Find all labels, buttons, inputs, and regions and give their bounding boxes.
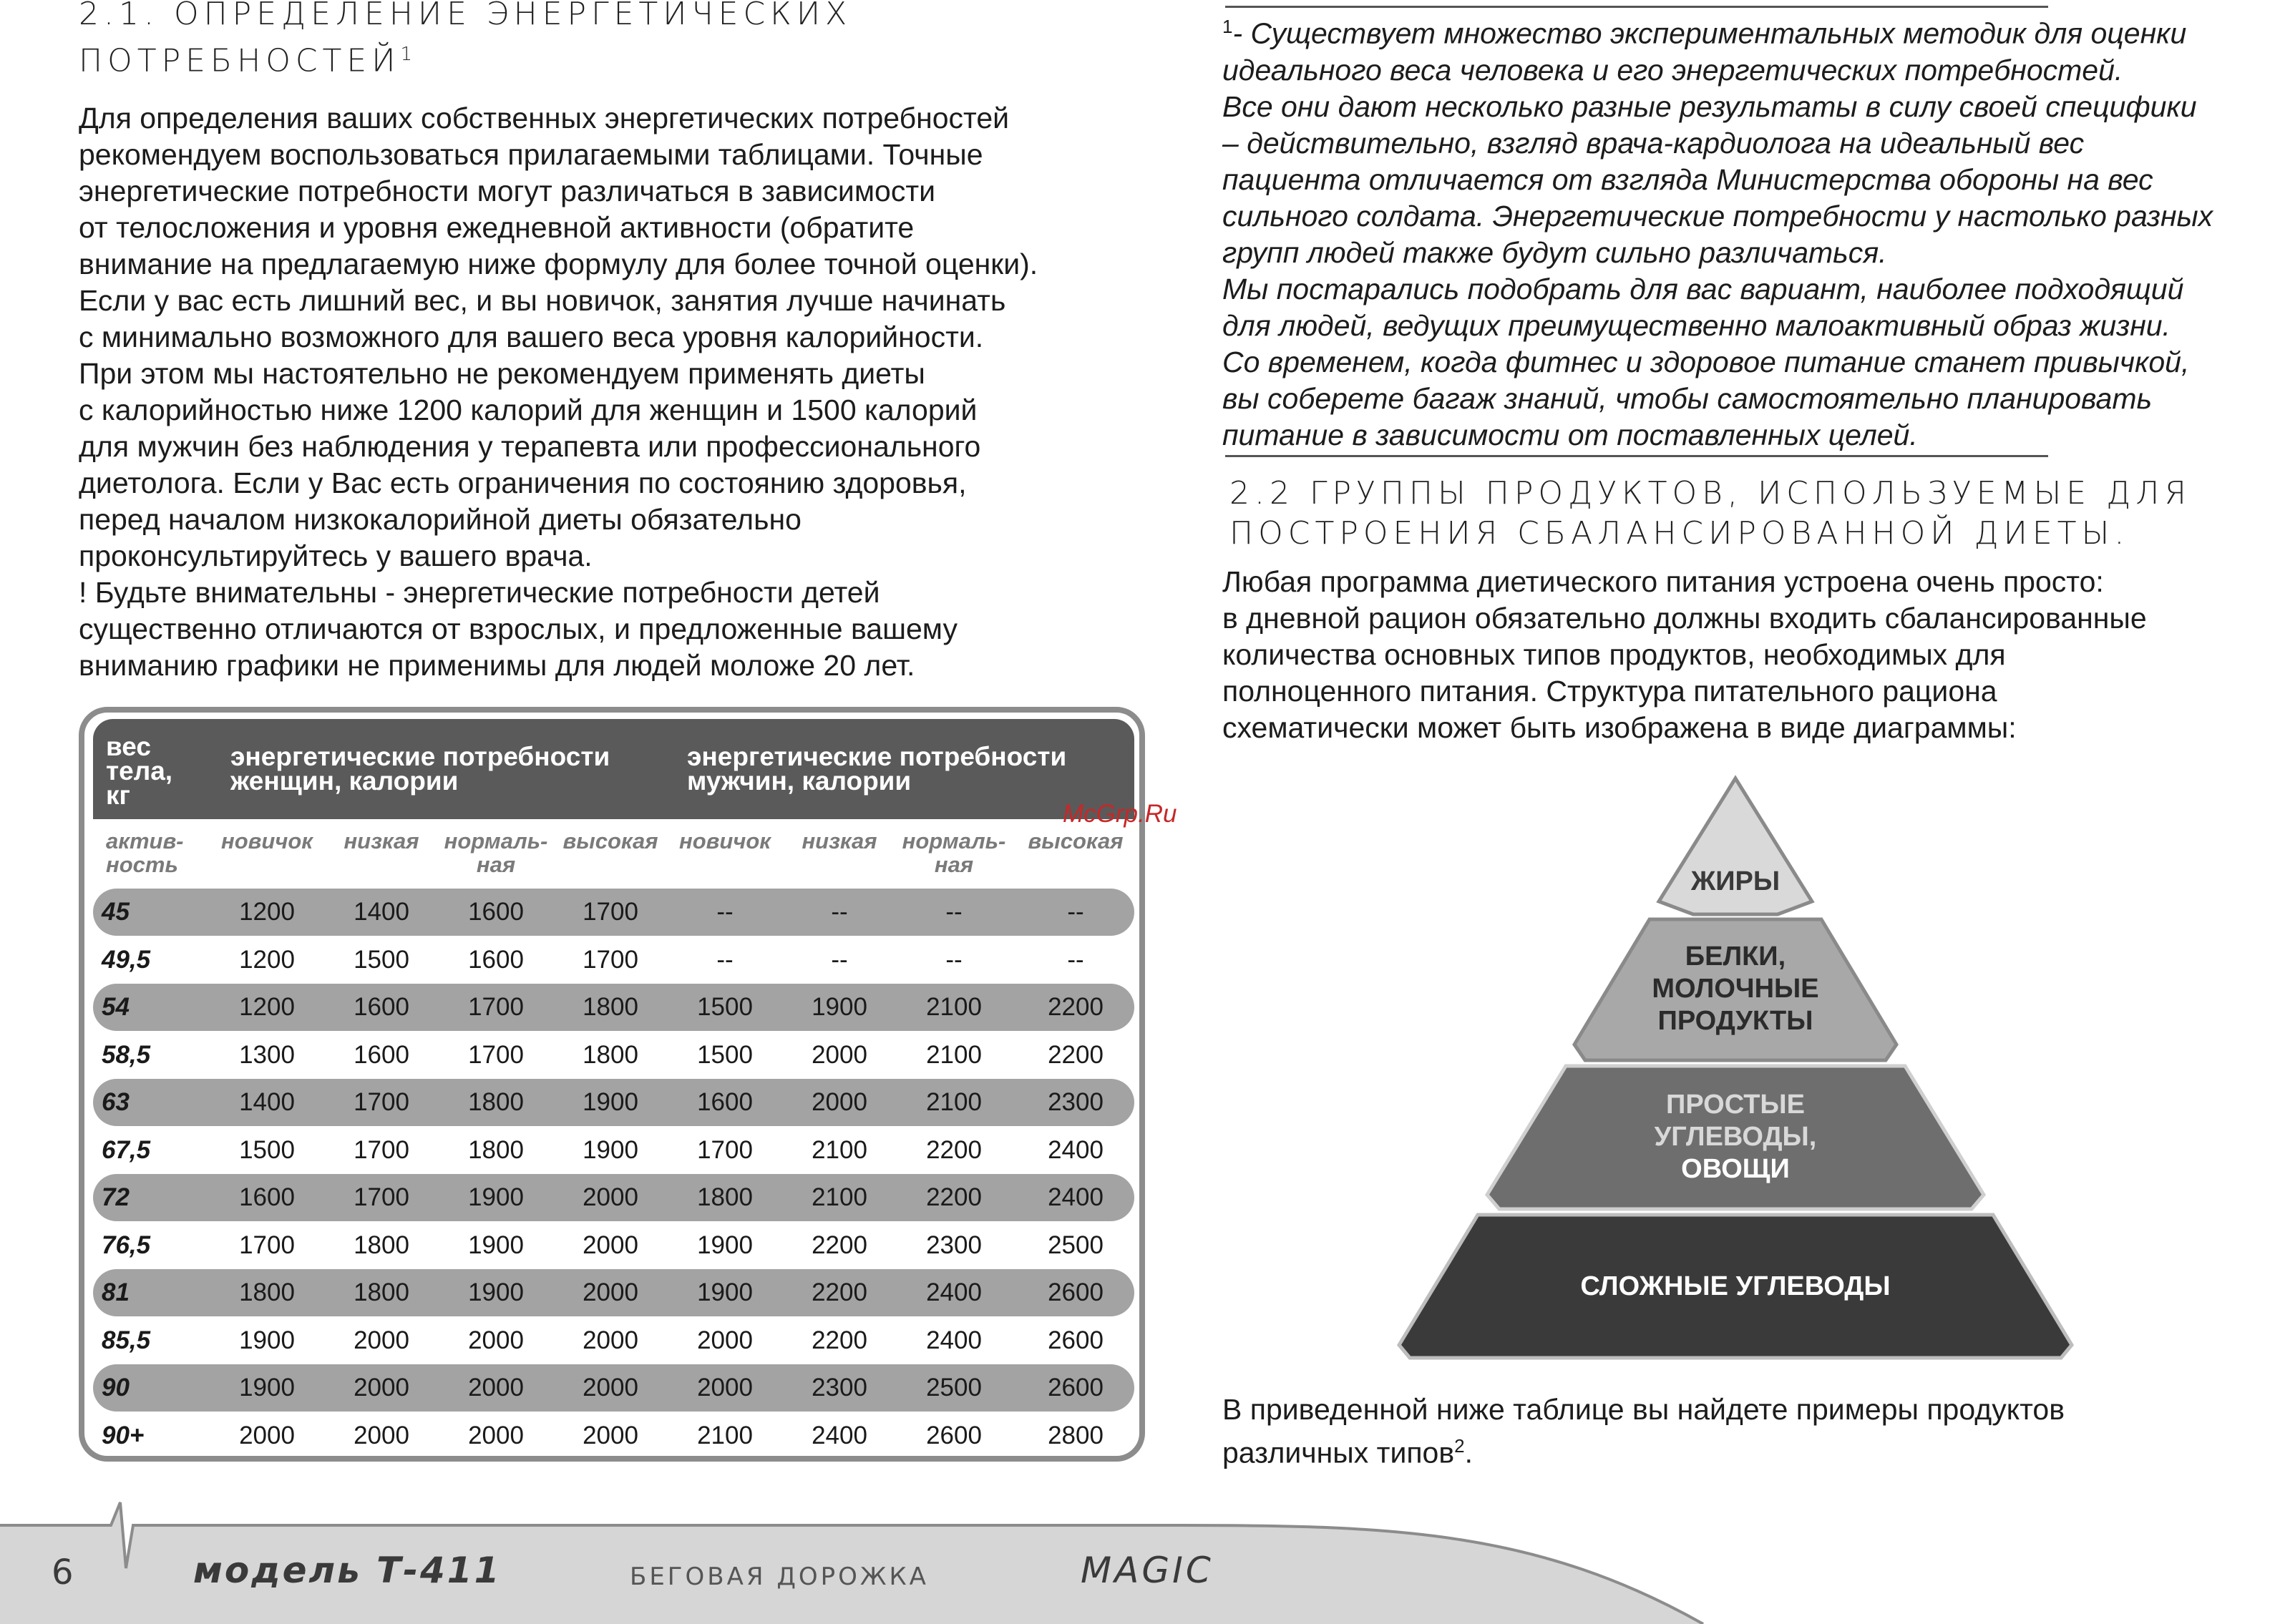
line: БЕЛКИ, [1685, 941, 1786, 972]
footnote-lines [1222, 52, 2267, 454]
table-row [93, 889, 1134, 936]
table-header [93, 719, 1134, 819]
calorie-cell: 1900 [468, 1231, 524, 1259]
calorie-cell: 2000 [583, 1326, 638, 1354]
calorie-cell: 2100 [697, 1421, 753, 1449]
text-line: схематически может быть изображена в виде диаграммы: [1222, 711, 2017, 744]
text-line: полноценного питания. Структура питательного рациона [1222, 675, 1997, 708]
calorie-cell: 1700 [697, 1135, 753, 1164]
calorie-cell: 1400 [354, 898, 409, 926]
line: вес [106, 732, 151, 761]
calorie-cell: 2200 [812, 1231, 867, 1259]
calorie-cell: -- [831, 898, 848, 926]
calorie-cell: 2400 [812, 1421, 867, 1449]
calorie-cell: 2000 [583, 1278, 638, 1306]
activity-level-header [439, 829, 553, 876]
calorie-cell: 2200 [812, 1326, 867, 1354]
page-number: 6 [52, 1552, 74, 1593]
text-line: от телосложения и уровня ежедневной активности (обратите [79, 211, 915, 244]
calorie-cell: 2300 [926, 1231, 982, 1259]
footnote [1222, 9, 2267, 454]
calorie-cell: 1900 [697, 1231, 753, 1259]
weight-header [106, 732, 173, 810]
calorie-cell: 2400 [1048, 1135, 1104, 1164]
line: нормаль- [444, 828, 548, 853]
weight-cell: 67,5 [102, 1135, 151, 1164]
weight-cell: 58,5 [102, 1040, 151, 1069]
section-22-paragraph [1222, 564, 2267, 746]
table-row [93, 1317, 1134, 1364]
section-21-title [79, 0, 852, 82]
calorie-cell: 1700 [354, 1088, 409, 1116]
calorie-cell: 2600 [1048, 1278, 1104, 1306]
activity-level-header [210, 829, 324, 853]
calorie-cell: 2600 [1048, 1326, 1104, 1354]
calorie-cell: 1700 [239, 1231, 295, 1259]
line: СЛОЖНЫЕ УГЛЕВОДЫ [1580, 1271, 1891, 1301]
calorie-cell: 1700 [354, 1183, 409, 1211]
footnote-ref-1: 1 [400, 44, 412, 65]
calorie-cell: 2200 [1048, 1040, 1104, 1069]
line: ная [934, 852, 974, 877]
footer-product: БЕГОВАЯ ДОРОЖКА [630, 1562, 929, 1591]
text-line: Со временем, когда фитнес и здоровое питание станет привычкой, [1222, 345, 2190, 378]
calorie-cell: 2000 [354, 1374, 409, 1402]
calorie-cell: 2400 [926, 1326, 982, 1354]
calorie-cell: 1800 [239, 1278, 295, 1306]
calorie-cell: 1800 [468, 1088, 524, 1116]
calorie-cell: 1600 [354, 993, 409, 1021]
text-line: ! Будьте внимательны - энергетические потребности детей [79, 576, 880, 609]
calorie-cell: 1300 [239, 1040, 295, 1069]
weight-cell: 72 [102, 1183, 130, 1211]
text-line: – действительно, взгляд врача-кардиолога на идеальный вес [1222, 126, 2085, 160]
weight-cell: 49,5 [102, 945, 151, 974]
calorie-cell: 1600 [239, 1183, 295, 1211]
closing-period: . [1464, 1436, 1473, 1469]
table-row [93, 1174, 1134, 1221]
activity-level-header [668, 829, 782, 853]
calorie-cell: 2200 [812, 1278, 867, 1306]
calorie-cell: 2600 [926, 1421, 982, 1449]
table-row [93, 936, 1134, 984]
calorie-cell: 2400 [926, 1278, 982, 1306]
calorie-cell: 2100 [926, 1040, 982, 1069]
text-line: внимание на предлагаемую ниже формулу для более точной оценки). [79, 248, 1038, 280]
pyramid-label-complex-carbs [1485, 1271, 1986, 1303]
text-line: пациента отличается от взгляда Министерства обороны на вес [1222, 162, 2153, 196]
section-21-paragraph [79, 100, 1166, 684]
text-line: рекомендуем воспользоваться прилагаемыми таблицами. Точные [79, 138, 983, 171]
line: ПРОДУКТЫ [1657, 1006, 1813, 1036]
text-line: Если у вас есть лишний вес, и вы новичок, занятия лучше начинать [79, 284, 1006, 317]
line: новичок [220, 828, 313, 853]
line: высокая [1028, 828, 1124, 853]
table-row [93, 1032, 1134, 1079]
calorie-cell: 1700 [468, 993, 524, 1021]
calorie-cell: 2200 [926, 1135, 982, 1164]
calorie-cell: 1500 [697, 1040, 753, 1069]
calorie-cell: 2000 [239, 1421, 295, 1449]
calorie-cell: 1900 [239, 1326, 295, 1354]
section-21-title-line1: 2.1. ОПРЕДЕЛЕНИЕ ЭНЕРГЕТИЧЕСКИХ [79, 0, 852, 32]
footnote-top-rule [1225, 6, 2048, 8]
calorie-cell: 2100 [926, 993, 982, 1021]
activity-level-header [553, 829, 668, 853]
line: УГЛЕВОДЫ, [1654, 1122, 1817, 1152]
weight-cell: 54 [102, 993, 130, 1021]
calorie-cell: -- [945, 898, 963, 926]
table-row [93, 1269, 1134, 1316]
calorie-cell: 2000 [468, 1326, 524, 1354]
calorie-cell: 1900 [468, 1183, 524, 1211]
text-line: вы соберете багаж знаний, чтобы самостоятельно планировать [1222, 381, 2153, 415]
calorie-cell: 2100 [812, 1183, 867, 1211]
calorie-cell: 1800 [354, 1278, 409, 1306]
footnote-line-first: - Существует множество экспериментальных методик для оценки [1232, 16, 2187, 50]
text-line: для мужчин без наблюдения у терапевта или профессионального [79, 430, 981, 463]
calorie-cell: 1600 [354, 1040, 409, 1069]
line: новичок [678, 828, 771, 853]
calorie-cell: 1800 [354, 1231, 409, 1259]
calorie-cell: 2100 [812, 1135, 867, 1164]
activity-level-header [324, 829, 439, 853]
text-line: проконсультируйтесь у вашего врача. [79, 539, 593, 572]
calorie-cell: -- [716, 945, 734, 974]
watermark: McGrp.Ru [1063, 800, 1177, 828]
line: мужчин, калории [687, 766, 912, 796]
calorie-cell: 1200 [239, 945, 295, 974]
calorie-cell: 2000 [697, 1374, 753, 1402]
table-row [93, 1222, 1134, 1269]
calorie-cell: 1800 [583, 993, 638, 1021]
table-row [93, 1364, 1134, 1412]
calorie-cell: 1600 [697, 1088, 753, 1116]
section-22-title-line1: 2.2 ГРУППЫ ПРОДУКТОВ, ИСПОЛЬЗУЕМЫЕ ДЛЯ [1229, 475, 2191, 512]
calorie-cell: -- [716, 898, 734, 926]
closing-line-2: различных типов [1222, 1436, 1455, 1469]
line: кг [106, 781, 130, 810]
line: энергетические потребности [230, 742, 610, 771]
line: низкая [802, 828, 877, 853]
footnote-marker: 1 [1222, 16, 1233, 37]
text-line: Для определения ваших собственных энергетических потребностей [79, 102, 1010, 134]
calorie-cell: 2300 [1048, 1088, 1104, 1116]
calorie-cell: 2000 [583, 1374, 638, 1402]
calorie-cell: -- [1067, 898, 1084, 926]
footnote-ref-2: 2 [1454, 1435, 1465, 1457]
text-line: существенно отличаются от взрослых, и предложенные вашему [79, 612, 958, 645]
weight-cell: 81 [102, 1278, 130, 1306]
calorie-cell: 1900 [468, 1278, 524, 1306]
line: ОВОЩИ [1681, 1154, 1790, 1184]
calorie-cell: 1500 [354, 945, 409, 974]
weight-cell: 90 [102, 1374, 130, 1402]
line: женщин, калории [230, 766, 459, 796]
line: энергетические потребности [687, 742, 1067, 771]
calorie-cell: 1600 [468, 898, 524, 926]
calorie-cell: 2500 [926, 1374, 982, 1402]
calorie-cell: 1700 [583, 898, 638, 926]
calorie-cell: 1700 [354, 1135, 409, 1164]
line: ЖИРЫ [1690, 866, 1781, 896]
line: актив- [106, 828, 184, 853]
text-line: с минимально возможного для вашего веса уровня калорийности. [79, 321, 984, 353]
calorie-cell: 1900 [583, 1135, 638, 1164]
calorie-cell: 2000 [812, 1040, 867, 1069]
text-line: идеального веса человека и его энергетических потребностей. [1222, 53, 2123, 87]
pyramid-label-fats [1664, 866, 1807, 898]
table-row [93, 1127, 1134, 1174]
text-line: в дневной рацион обязательно должны входить сбалансированные [1222, 602, 2147, 635]
calorie-cell: 2000 [354, 1421, 409, 1449]
calorie-cell: 2300 [812, 1374, 867, 1402]
text-line: Мы постарались подобрать для вас вариант, наиболее подходящий [1222, 272, 2184, 305]
pyramid-label-simple-carbs [1557, 1089, 1914, 1185]
closing-line-1: В приведенной ниже таблице вы найдете примеры продуктов [1222, 1393, 2065, 1426]
table-row [93, 984, 1134, 1031]
calorie-cell: 2400 [1048, 1183, 1104, 1211]
text-line: диетолога. Если у Вас есть ограничения по состоянию здоровья, [79, 466, 967, 499]
calorie-cell: -- [831, 945, 848, 974]
calorie-cell: 1800 [468, 1135, 524, 1164]
calorie-cell: 1900 [697, 1278, 753, 1306]
calorie-cell: 2200 [926, 1183, 982, 1211]
section-22-closing [1222, 1391, 2267, 1472]
text-line: энергетические потребности могут различаться в зависимости [79, 175, 936, 207]
section-22-title-line2: ПОСТРОЕНИЯ СБАЛАНСИРОВАННОЙ ДИЕТЫ. [1229, 515, 2130, 552]
calorie-cell: 1800 [583, 1040, 638, 1069]
line: ность [106, 852, 178, 877]
line: ная [476, 852, 516, 877]
calorie-cell: -- [945, 945, 963, 974]
calorie-cell: 1200 [239, 993, 295, 1021]
activity-level-header [897, 829, 1011, 876]
activity-level-header [782, 829, 897, 853]
text-line: количества основных типов продуктов, необходимых для [1222, 638, 2006, 671]
calorie-cell: 2800 [1048, 1421, 1104, 1449]
weight-cell: 63 [102, 1088, 130, 1116]
footer-model: модель Т-411 [193, 1550, 502, 1591]
calorie-cell: 1500 [239, 1135, 295, 1164]
text-line: сильного солдата. Энергетические потребности у настолько разных [1222, 199, 2213, 233]
pyramid-label-proteins [1592, 941, 1879, 1037]
section-22-title [1229, 474, 2267, 554]
text-line: При этом мы настоятельно не рекомендуем применять диеты [79, 357, 925, 390]
calorie-cell: 2200 [1048, 993, 1104, 1021]
activity-row [93, 826, 1134, 884]
text-line: Любая программа диетического питания устроена очень просто: [1222, 565, 2104, 598]
line: ПРОСТЫЕ [1666, 1090, 1805, 1120]
calorie-cell: 2000 [468, 1421, 524, 1449]
calorie-cell: 1500 [697, 993, 753, 1021]
calorie-cell: 2100 [926, 1088, 982, 1116]
text-line: групп людей также будут сильно различаться. [1222, 235, 1887, 269]
calorie-cell: 2600 [1048, 1374, 1104, 1402]
calorie-cell: 1200 [239, 898, 295, 926]
weight-cell: 76,5 [102, 1231, 151, 1259]
text-line: питание в зависимости от поставленных целей. [1222, 418, 1918, 451]
line: высокая [562, 828, 658, 853]
women-header [230, 742, 610, 796]
line: нормаль- [902, 828, 1006, 853]
calorie-cell: 1700 [468, 1040, 524, 1069]
text-line: для людей, ведущих преимущественно малоактивный образ жизни. [1222, 308, 2171, 342]
calorie-cell: -- [1067, 945, 1084, 974]
activity-level-header [1018, 829, 1133, 853]
calorie-cell: 2000 [583, 1231, 638, 1259]
weight-cell: 45 [102, 898, 130, 926]
calorie-cell: 2500 [1048, 1231, 1104, 1259]
line: тела, [106, 756, 173, 786]
footnote-bottom-rule [1225, 455, 2048, 457]
calorie-cell: 2000 [812, 1088, 867, 1116]
calorie-cell: 1900 [812, 993, 867, 1021]
calorie-cell: 2000 [697, 1326, 753, 1354]
weight-cell: 90+ [102, 1421, 145, 1449]
text-line: с калорийностью ниже 1200 калорий для женщин и 1500 калорий [79, 393, 978, 426]
line: МОЛОЧНЫЕ [1652, 974, 1819, 1004]
table-row [93, 1079, 1134, 1126]
text-line: перед началом низкокалорийной диеты обязательно [79, 503, 802, 536]
footer-brand: MAGIC [1081, 1550, 1214, 1591]
section-21-title-line2: ПОТРЕБНОСТЕЙ [79, 42, 401, 79]
line: низкая [344, 828, 419, 853]
calorie-cell: 1600 [468, 945, 524, 974]
calorie-cell: 1800 [697, 1183, 753, 1211]
text-line: Все они дают несколько разные результаты в силу своей специфики [1222, 89, 2197, 123]
activity-label [106, 829, 184, 876]
calorie-cell: 2000 [583, 1421, 638, 1449]
calorie-cell: 1900 [239, 1374, 295, 1402]
table-row [93, 1412, 1134, 1459]
calorie-cell: 1900 [583, 1088, 638, 1116]
calorie-cell: 1400 [239, 1088, 295, 1116]
calorie-cell: 2000 [468, 1374, 524, 1402]
calorie-cell: 1700 [583, 945, 638, 974]
men-header [687, 742, 1067, 796]
weight-cell: 85,5 [102, 1326, 151, 1354]
text-line: вниманию графики не применимы для людей моложе 20 лет. [79, 649, 915, 682]
calorie-cell: 2000 [583, 1183, 638, 1211]
calorie-cell: 2000 [354, 1326, 409, 1354]
